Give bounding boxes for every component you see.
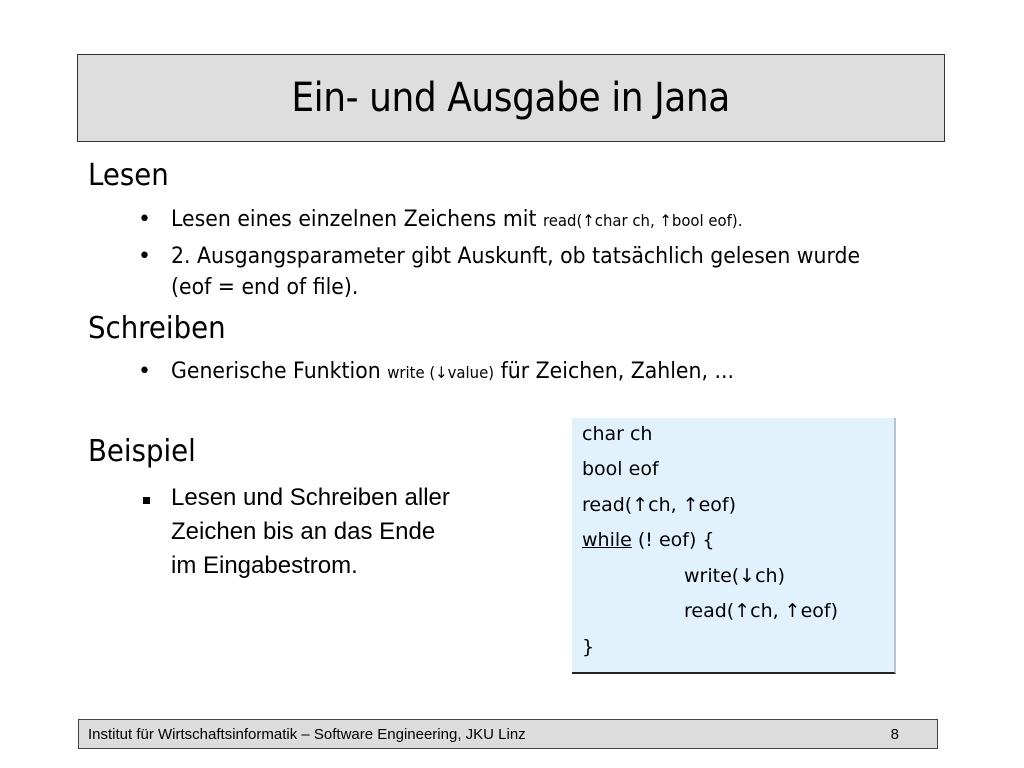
bullet-dot: •: [138, 207, 151, 232]
bullet-lesen-2-line2: (eof = end of file).: [171, 275, 359, 300]
code-line: char ch: [582, 423, 653, 445]
beispiel-line: Zeichen bis an das Ende: [171, 518, 436, 545]
footer: [78, 719, 938, 749]
square-bullet-icon: [143, 497, 150, 504]
beispiel-line: Lesen und Schreiben aller: [171, 484, 450, 511]
while-keyword: while: [582, 529, 632, 551]
bullet-schreiben-1-label: Generische Funktion: [171, 359, 381, 384]
code-line: }: [582, 636, 595, 658]
heading-beispiel: Beispiel: [88, 434, 196, 469]
bullet-schreiben-1-rest: für Zeichen, Zahlen, ...: [500, 359, 735, 384]
code-line: bool eof: [582, 458, 659, 480]
code-line: read(↑ch, ↑eof): [582, 494, 737, 516]
footer-text: Institut für Wirtschaftsinformatik – Software Engineering, JKU Linz: [88, 726, 526, 743]
bullet-schreiben-1-code: write (↓value): [387, 363, 495, 382]
beispiel-bullet-text: [171, 481, 531, 583]
heading-lesen: Lesen: [88, 158, 169, 193]
bullet-lesen-1-code: read(↑char ch, ↑bool eof).: [542, 211, 743, 230]
title-box: [77, 54, 945, 142]
bullet-schreiben-1-text: [171, 356, 734, 388]
while-condition: (! eof) {: [631, 529, 715, 551]
code-box: [572, 418, 896, 674]
code-line: read(↑ch, ↑eof): [684, 600, 839, 622]
code-line: write(↓ch): [684, 565, 786, 587]
bullet-lesen-1-text: [171, 204, 742, 236]
heading-schreiben: Schreiben: [88, 311, 226, 346]
code-line-while: [582, 529, 715, 551]
page-number: 8: [890, 726, 899, 743]
beispiel-line: im Eingabestrom.: [171, 552, 358, 579]
bullet-lesen-2-line1: 2. Ausgangsparameter gibt Auskunft, ob tatsächlich gelesen wurde: [171, 244, 861, 269]
bullet-lesen-1-label: Lesen eines einzelnen Zeichens mit: [171, 207, 537, 232]
bullet-dot: •: [138, 359, 151, 384]
bullet-dot: •: [138, 244, 151, 269]
slide-title: Ein- und Ausgabe in Jana: [291, 75, 731, 121]
